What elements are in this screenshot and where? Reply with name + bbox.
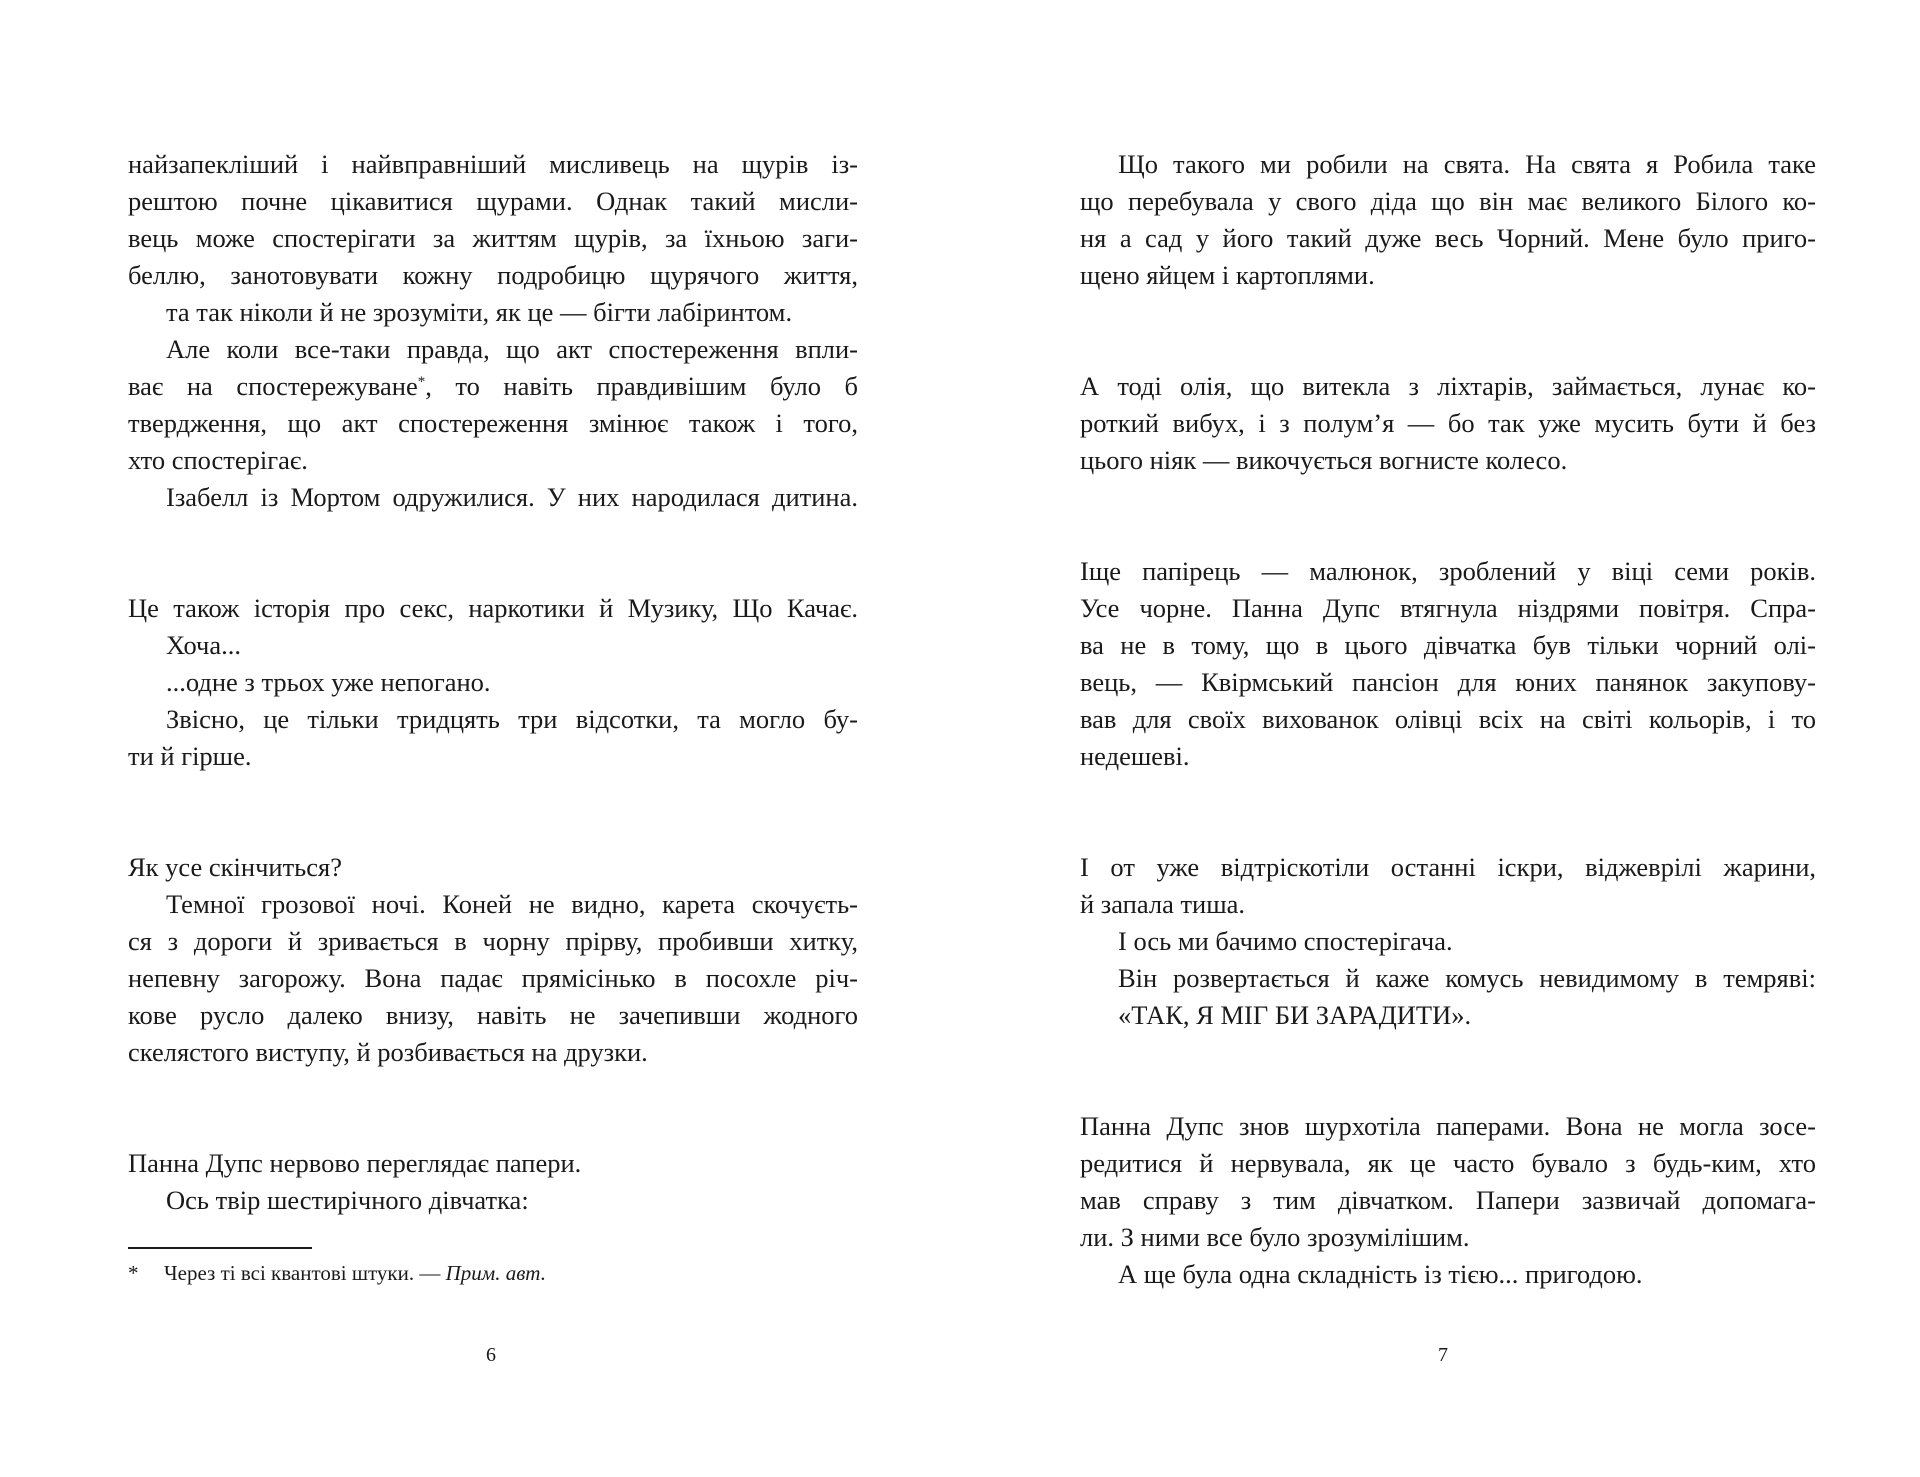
text-line: Що такого ми робили на свята. На свята я Робила таке — [1118, 149, 1816, 179]
section-break — [128, 516, 858, 590]
text-line: І от уже відтріскотіли останні іскри, віджеврілі жарини, — [1080, 852, 1816, 882]
text-line: хто спостерігає. — [128, 445, 308, 475]
text-line: ва не в тому, що в цього дівчатка був тільки чорний олі- — [1080, 630, 1816, 660]
text-line: недешеві. — [1080, 741, 1190, 771]
right-page — [1080, 146, 1816, 1293]
text-line: Він розвертається й каже комусь невидимому в темряві: — [1118, 963, 1816, 993]
section-break — [1080, 294, 1816, 368]
text-line: ли. З ними все було зрозумілішим. — [1080, 1222, 1470, 1252]
section-break — [1080, 479, 1816, 553]
text-line: вець може спостерігати за життям щурів, за їхньою заги- — [128, 223, 858, 253]
text-line: ся з дороги й зривається в чорну прірву, пробивши хитку, — [128, 926, 858, 956]
text-line: вець, — Квірмський пансіон для юних панянок закупову- — [1080, 667, 1816, 697]
text-line: Панна Дупс нервово переглядає папери. — [128, 1148, 582, 1178]
text-line: й запала тиша. — [1080, 889, 1246, 919]
text-line: мав справу з тим дівчатком. Папери зазвичай допомага- — [1080, 1185, 1816, 1215]
text-line: І ось ми бачимо спостерігача. — [1118, 926, 1453, 956]
text-segment: , то навіть правдивішим було б — [425, 371, 858, 401]
text-line: скелястого виступу, й розбивається на друзки. — [128, 1037, 648, 1067]
section-break — [1080, 1034, 1816, 1108]
text-line: вав для своїх вихованок олівці всіх на світі кольорів, і то — [1080, 704, 1816, 734]
text-line-with-footnote-ref — [128, 368, 858, 405]
text-line: ...одне з трьох уже непогано. — [166, 667, 491, 697]
text-line: найзапекліший і найвправніший мисливець на щурів із- — [128, 149, 858, 179]
left-page — [128, 146, 858, 1219]
text-line: Ізабелл із Мортом одружилися. У них народилася дитина. — [166, 482, 858, 512]
text-line: Іще папірець — малюнок, зроблений у віці семи років. — [1080, 556, 1816, 586]
footnote-divider — [128, 1247, 312, 1249]
text-line: рештою почне цікавитися щурами. Однак такий мисли- — [128, 186, 858, 216]
footnote-mark: * — [128, 1261, 139, 1285]
section-break — [1080, 775, 1816, 849]
text-line: «ТАК, Я МІГ БИ ЗАРАДИТИ». — [1118, 1000, 1472, 1030]
text-line: Як усе скінчиться? — [128, 852, 342, 882]
section-break — [128, 775, 858, 849]
text-line: кове русло далеко внизу, навіть не зачепивши жодного — [128, 1000, 858, 1030]
text-line: А ще була одна складність із тією... пригодою. — [1118, 1259, 1643, 1289]
text-line: ня а сад у його такий дуже весь Чорний. Мене було приго- — [1080, 223, 1816, 253]
footnote-text: Через ті всі квантові штуки. — — [164, 1261, 446, 1285]
text-line: роткий вибух, і з полум’я — бо так уже мусить бути й без — [1080, 408, 1816, 438]
page-number-left: 6 — [486, 1344, 496, 1366]
text-line: Це також історія про секс, наркотики й Музику, Що Качає. — [128, 593, 858, 623]
text-line: Панна Дупс знов шурхотіла паперами. Вона не могла зосе- — [1080, 1111, 1816, 1141]
page-number-right: 7 — [1438, 1344, 1448, 1366]
text-line: та так ніколи й не зрозуміти, як це — бігти лабіринтом. — [166, 297, 793, 327]
text-line: Хоча... — [166, 630, 241, 660]
text-line: що перебувала у свого діда що він має великого Білого ко- — [1080, 186, 1816, 216]
text-line: ти й гірше. — [128, 741, 252, 771]
text-line: редитися й нервувала, як це часто бувало з будь-ким, хто — [1080, 1148, 1816, 1178]
text-line: щено яйцем і картоплями. — [1080, 260, 1375, 290]
footnote — [128, 1258, 546, 1288]
text-line: Але коли все-таки правда, що акт спостереження впли- — [166, 334, 858, 364]
text-line: твердження, що акт спостереження змінює також і того, — [128, 408, 858, 438]
text-line: цього ніяк — викочується вогнисте колесо. — [1080, 445, 1568, 475]
footnote-attribution: Прим. авт. — [445, 1261, 546, 1285]
text-line: А тоді олія, що витекла з ліхтарів, займається, лунає ко- — [1080, 371, 1816, 401]
text-line: Звісно, це тільки тридцять три відсотки, та могло бу- — [166, 704, 858, 734]
footnote-reference[interactable]: * — [417, 374, 426, 390]
text-line: Ось твір шестирічного дівчатка: — [166, 1185, 529, 1215]
text-line: Темної грозової ночі. Коней не видно, карета скочуєть- — [166, 889, 858, 919]
text-line: непевну загорожу. Вона падає прямісінько в посохле річ- — [128, 963, 858, 993]
section-break — [128, 1071, 858, 1145]
text-segment: ває на спостережуване — [128, 371, 418, 401]
text-line: беллю, занотовувати кожну подробицю щурячого життя, — [128, 260, 858, 290]
text-line: Усе чорне. Панна Дупс втягнула ніздрями повітря. Спра- — [1080, 593, 1816, 623]
